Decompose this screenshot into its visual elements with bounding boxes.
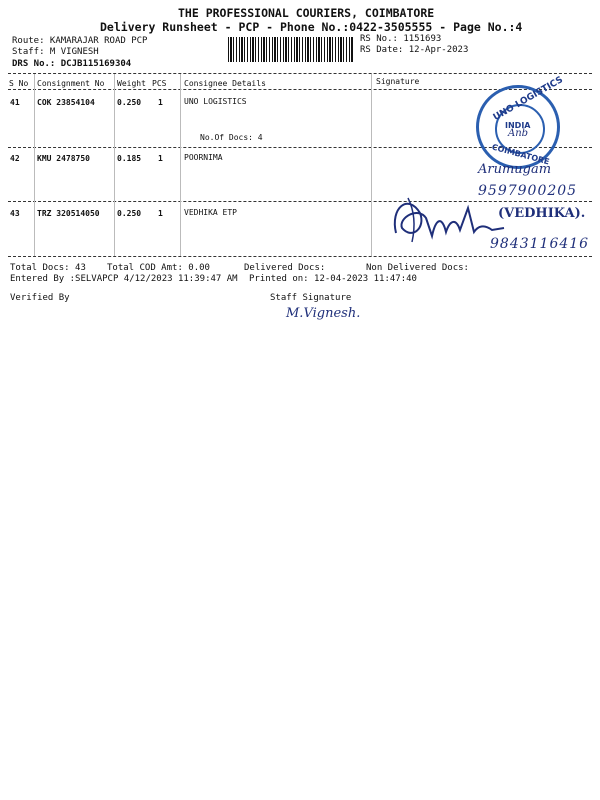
row-weight: 0.250 bbox=[117, 209, 142, 218]
col-header-consignment: Consignment No bbox=[37, 79, 105, 88]
staff-signature: M.Vignesh. bbox=[286, 306, 361, 321]
handwritten-vedhika: (VEDHIKA). bbox=[498, 206, 586, 221]
row-sno: 42 bbox=[10, 154, 20, 163]
stamp-top-text: UNO LOGISTICS bbox=[491, 75, 565, 123]
col-header-pcs: PCS bbox=[152, 79, 167, 88]
row-pcs: 1 bbox=[158, 209, 163, 218]
delivered-docs: Delivered Docs: bbox=[244, 263, 326, 273]
table-top-line bbox=[8, 73, 592, 74]
column-divider bbox=[114, 74, 115, 256]
row-weight: 0.250 bbox=[117, 98, 142, 107]
stamp-bottom-text: COIMBATORE bbox=[490, 142, 551, 167]
stamp-center-text: INDIA bbox=[505, 121, 531, 130]
col-header-signature: Signature bbox=[376, 77, 420, 86]
row-sno: 43 bbox=[10, 209, 20, 218]
row-note: No.Of Docs: 4 bbox=[200, 133, 263, 142]
row-pcs: 1 bbox=[158, 98, 163, 107]
row-weight: 0.185 bbox=[117, 154, 142, 163]
barcode bbox=[228, 37, 354, 62]
total-docs: Total Docs: 43 bbox=[10, 263, 86, 273]
table-bottom-line bbox=[8, 256, 592, 257]
row-consignee: VEDHIKA ETP bbox=[184, 208, 237, 217]
row-consignment: TRZ 320514050 bbox=[37, 209, 100, 218]
col-header-consignee: Consignee Details bbox=[184, 79, 266, 88]
staff-label: Staff: M VIGNESH bbox=[12, 47, 99, 57]
handwritten-name: Arumugam bbox=[478, 162, 552, 177]
rs-date: RS Date: 12-Apr-2023 bbox=[360, 45, 469, 55]
handwritten-phone2: 9843116416 bbox=[490, 236, 590, 252]
column-divider bbox=[34, 74, 35, 256]
row-consignment: COK 23854104 bbox=[37, 98, 95, 107]
total-cod: Total COD Amt: 0.00 bbox=[107, 263, 210, 273]
staff-signature-label: Staff Signature bbox=[270, 293, 352, 303]
row-sno: 41 bbox=[10, 98, 20, 107]
column-divider bbox=[371, 74, 372, 256]
non-delivered-docs: Non Delivered Docs: bbox=[366, 263, 469, 273]
drs-label: DRS No.: DCJB115169304 bbox=[12, 59, 132, 69]
company-stamp bbox=[476, 75, 565, 169]
printed-on: Printed on: 12-04-2023 11:47:40 bbox=[249, 274, 417, 284]
route-label: Route: KAMARAJAR ROAD PCP bbox=[12, 36, 148, 46]
entered-by: Entered By :SELVAPCP 4/12/2023 11:39:47 AM bbox=[10, 274, 238, 284]
row-consignee: UNO LOGISTICS bbox=[184, 97, 247, 106]
row-consignee: POORNIMA bbox=[184, 153, 223, 162]
handwritten-phone: 9597900205 bbox=[478, 183, 578, 199]
column-divider bbox=[180, 74, 181, 256]
col-header-sno: S No bbox=[9, 79, 29, 88]
verified-by: Verified By bbox=[10, 293, 70, 303]
rs-number: RS No.: 1151693 bbox=[360, 34, 442, 44]
company-title: THE PROFESSIONAL COURIERS, COIMBATORE bbox=[178, 6, 435, 20]
row-consignment: KMU 2478750 bbox=[37, 154, 90, 163]
row-pcs: 1 bbox=[158, 154, 163, 163]
col-header-weight: Weight bbox=[117, 79, 146, 88]
runsheet-title: Delivery Runsheet - PCP - Phone No.:0422-3505555 - Page No.:4 bbox=[100, 20, 523, 34]
stamp-initials: Anb bbox=[508, 128, 529, 139]
